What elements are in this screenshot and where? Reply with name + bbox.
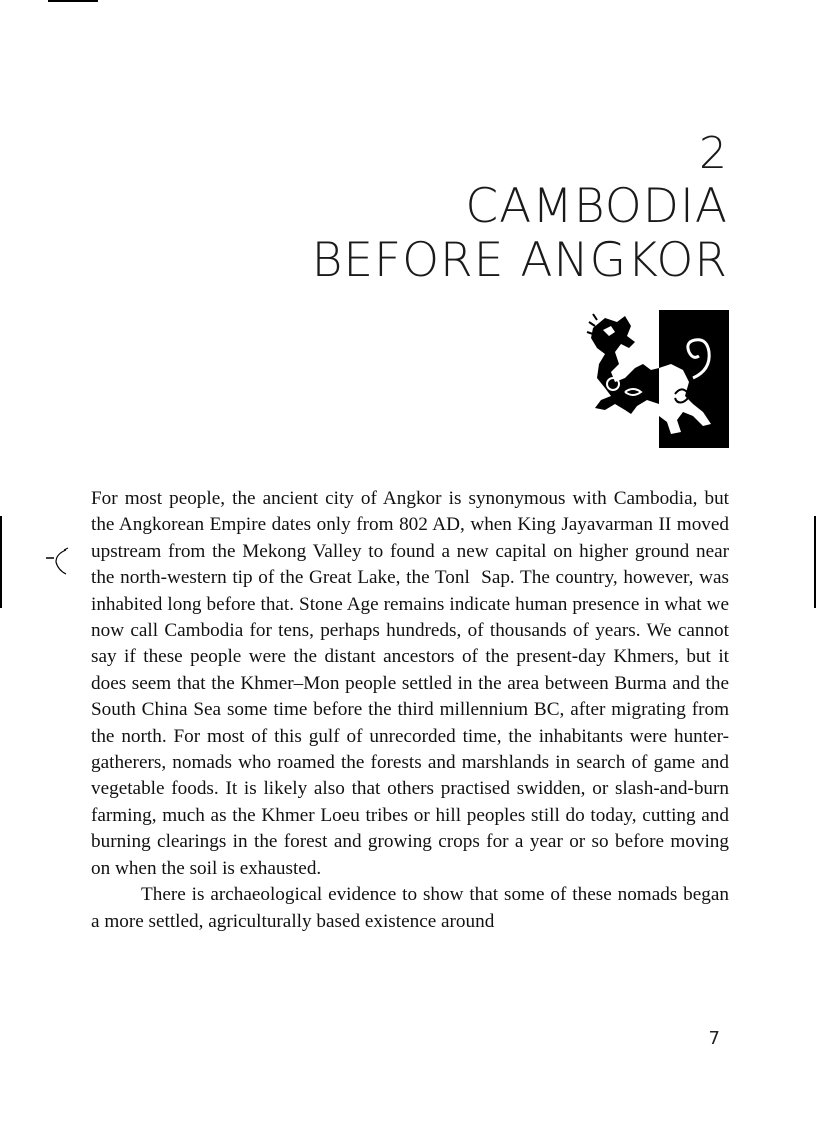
body-text <box>91 486 729 935</box>
left-margin-line <box>0 516 2 608</box>
paragraph: There is archaeological evidence to show that some of these nomads began a more settled, agriculturally based existence around <box>91 884 729 932</box>
top-rule <box>48 0 98 2</box>
paragraph: For most people, the ancient city of Angkor is synonymous with Cambodia, but the Angkorean Empire dates only from 802 AD, when King Jayavarman II moved upstream from the Mekong Valley to found a new capital on higher ground near the north-western tip of the Great Lake, the Tonl Sap. The country, however, was inhabited long before that. Stone Age remains indicate human presence in what we now call Cambodia for tens, perhaps hundreds, of thousands of years. We cannot say if these people were the distant ancestors of the present-day Khmers, but it does seem that the Khmer–Mon people settled in the area between Burma and the South China Sea some time before the third millennium BC, after migrating from the north. For most of this gulf of unrecorded time, the inhabitants were hunter-gatherers, nomads who roamed the forests and marshlands in search of game and vegetable foods. It is likely also that others practised swidden, or slash-and-burn farming, much as the Khmer Loeu tribes or hill peoples still do today, cutting and burning clearings in the forest and growing crops for a year or so before moving on when the soil is exhausted. <box>91 488 729 879</box>
chapter-heading <box>312 128 728 288</box>
chapter-title-line-1: CAMBODIA <box>465 179 728 234</box>
page-number: 7 <box>708 1028 720 1049</box>
lion-emblem-icon <box>585 308 729 448</box>
chapter-title-line-2: BEFORE ANGKOR <box>311 233 728 288</box>
margin-bracket-mark <box>46 546 86 580</box>
chapter-number: 2 <box>699 128 728 179</box>
